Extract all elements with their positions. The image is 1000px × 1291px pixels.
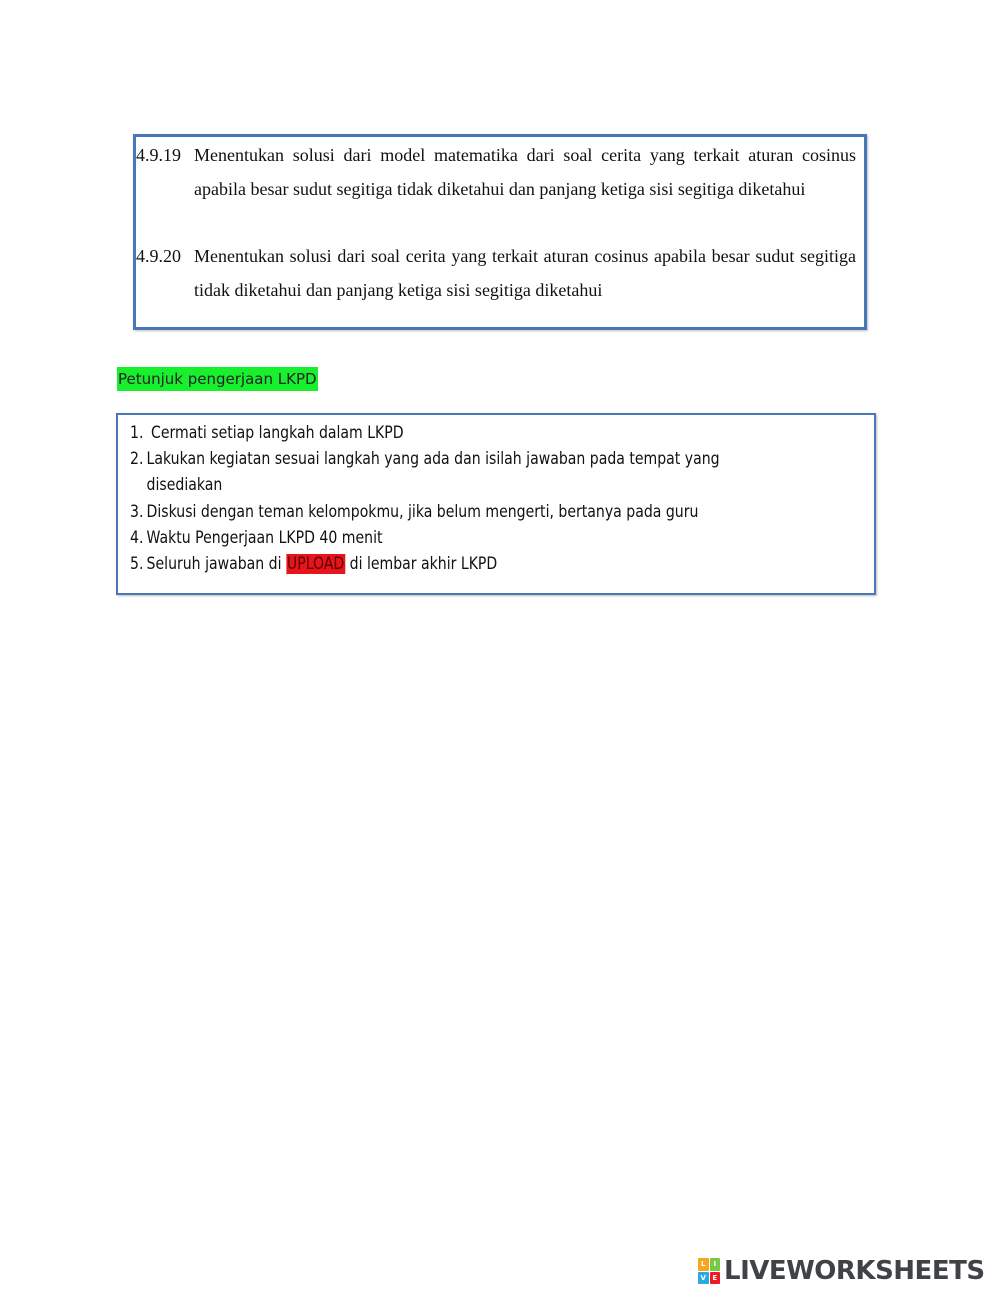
step-text: Diskusi dengan teman kelompokmu, jika belum mengerti, bertanya pada guru xyxy=(146,502,699,522)
instruction-step xyxy=(130,551,497,577)
step-number: 3. xyxy=(130,502,144,522)
step-number: 5. xyxy=(130,554,144,574)
objective-number: 4.9.19 xyxy=(136,145,181,165)
logo-letter: I xyxy=(710,1258,721,1271)
logo-letter: V xyxy=(698,1272,709,1285)
step-text: Waktu Pengerjaan LKPD 40 menit xyxy=(146,528,383,548)
objective-text: Menentukan solusi dari model matematika dari soal cerita yang terkait aturan cosinus apabila besar sudut segitiga tidak diketahui dan panjang ketiga sisi segitiga diketahui xyxy=(194,145,856,199)
logo-letter: L xyxy=(698,1258,709,1271)
step-number: 4. xyxy=(130,528,144,548)
step-text: Seluruh jawaban di xyxy=(146,554,286,574)
instruction-step xyxy=(130,499,698,525)
step-text: Cermati setiap langkah dalam LKPD xyxy=(146,423,404,443)
brand-name: LIVEWORKSHEETS xyxy=(724,1256,985,1286)
instruction-step xyxy=(130,446,720,498)
instruction-step xyxy=(130,420,404,446)
objective-number: 4.9.20 xyxy=(136,246,181,266)
logo-letter: E xyxy=(710,1272,721,1285)
objective-text: Menentukan solusi dari soal cerita yang terkait aturan cosinus apabila besar sudut segitiga tidak diketahui dan panjang ketiga sisi segitiga diketahui xyxy=(194,246,856,300)
liveworksheets-logo xyxy=(698,1256,985,1286)
step-number: 2. xyxy=(130,449,144,469)
instruction-step xyxy=(130,525,382,551)
liveworksheets-icon xyxy=(698,1258,720,1284)
step-number: 1. xyxy=(130,423,144,443)
objective-item xyxy=(136,239,856,307)
step-text: di lembar akhir LKPD xyxy=(345,554,498,574)
step-text-continued: disediakan xyxy=(146,475,223,495)
step-text: Lakukan kegiatan sesuai langkah yang ada dan isilah jawaban pada tempat yang xyxy=(146,449,720,469)
instructions-heading: Petunjuk pengerjaan LKPD xyxy=(117,367,318,391)
upload-highlight: UPLOAD xyxy=(286,554,345,574)
objective-item xyxy=(136,138,856,206)
